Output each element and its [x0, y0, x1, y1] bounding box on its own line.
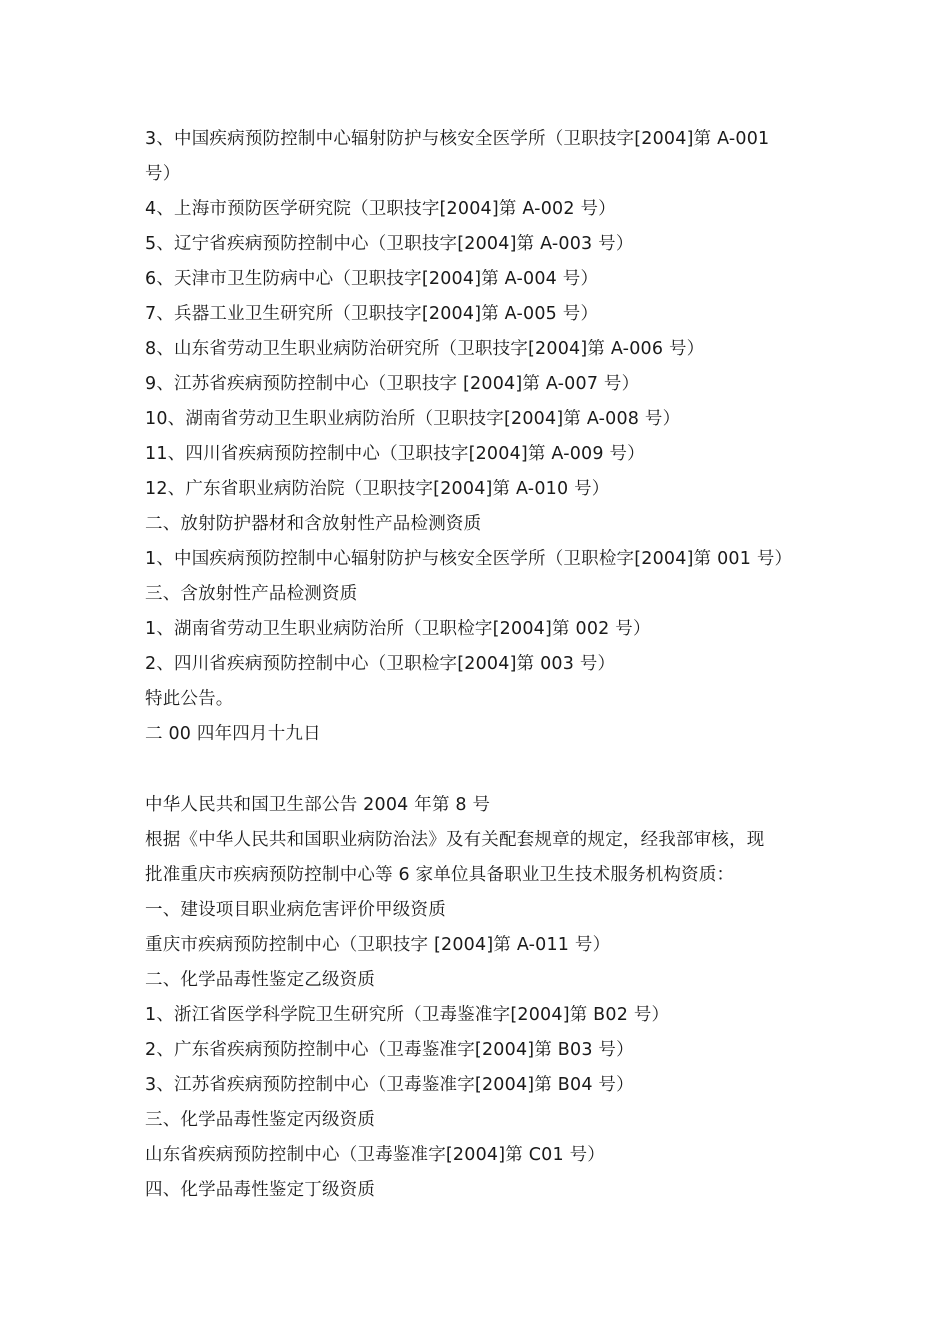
text-line: 5、辽宁省疾病预防控制中心（卫职技字[2004]第 A-003 号）	[145, 234, 634, 254]
text-line: 1、中国疾病预防控制中心辐射防护与核安全医学所（卫职检字[2004]第 001 号）	[145, 549, 793, 569]
closing-text: 特此公告。	[145, 689, 234, 709]
text-line: 9、江苏省疾病预防控制中心（卫职技字 [2004]第 A-007 号）	[145, 374, 640, 394]
text-line: 重庆市疾病预防控制中心（卫职技字 [2004]第 A-011 号）	[145, 935, 611, 955]
text-line: 6、天津市卫生防病中心（卫职技字[2004]第 A-004 号）	[145, 269, 599, 289]
section-heading: 三、化学品毒性鉴定丙级资质	[145, 1110, 376, 1130]
announcement-title: 中华人民共和国卫生部公告 2004 年第 8 号	[145, 795, 491, 815]
announcement-no-8	[145, 788, 815, 1208]
text-line: 12、广东省职业病防治院（卫职技字[2004]第 A-010 号）	[145, 479, 610, 499]
text-line: 8、山东省劳动卫生职业病防治研究所（卫职技字[2004]第 A-006 号）	[145, 339, 705, 359]
section-heading: 二、放射防护器材和含放射性产品检测资质	[145, 514, 482, 534]
text-line: 11、四川省疾病预防控制中心（卫职技字[2004]第 A-009 号）	[145, 444, 645, 464]
text-line: 1、浙江省医学科学院卫生研究所（卫毒鉴准字[2004]第 B02 号）	[145, 1005, 670, 1025]
section-heading: 二、化学品毒性鉴定乙级资质	[145, 970, 376, 990]
text-line: 4、上海市预防医学研究院（卫职技字[2004]第 A-002 号）	[145, 199, 616, 219]
announcement-continuation	[145, 122, 815, 752]
text-line: 1、湖南省劳动卫生职业病防治所（卫职检字[2004]第 002 号）	[145, 619, 651, 639]
section-heading: 一、建设项目职业病危害评价甲级资质	[145, 900, 446, 920]
text-line: 7、兵器工业卫生研究所（卫职技字[2004]第 A-005 号）	[145, 304, 599, 324]
text-line: 号）	[145, 164, 181, 184]
text-line: 2、广东省疾病预防控制中心（卫毒鉴准字[2004]第 B03 号）	[145, 1040, 634, 1060]
text-line: 10、湖南省劳动卫生职业病防治所（卫职技字[2004]第 A-008 号）	[145, 409, 681, 429]
text-line: 根据《中华人民共和国职业病防治法》及有关配套规章的规定，经我部审核，现	[145, 830, 765, 850]
text-line: 3、中国疾病预防控制中心辐射防护与核安全医学所（卫职技字[2004]第 A-001	[145, 129, 770, 149]
section-heading: 三、含放射性产品检测资质	[145, 584, 358, 604]
text-line: 2、四川省疾病预防控制中心（卫职检字[2004]第 003 号）	[145, 654, 616, 674]
date-line: 二 00 四年四月十九日	[145, 724, 321, 744]
text-line: 批准重庆市疾病预防控制中心等 6 家单位具备职业卫生技术服务机构资质：	[145, 865, 735, 885]
section-heading: 四、化学品毒性鉴定丁级资质	[145, 1180, 376, 1200]
text-line: 3、江苏省疾病预防控制中心（卫毒鉴准字[2004]第 B04 号）	[145, 1075, 634, 1095]
text-line: 山东省疾病预防控制中心（卫毒鉴准字[2004]第 C01 号）	[145, 1145, 606, 1165]
